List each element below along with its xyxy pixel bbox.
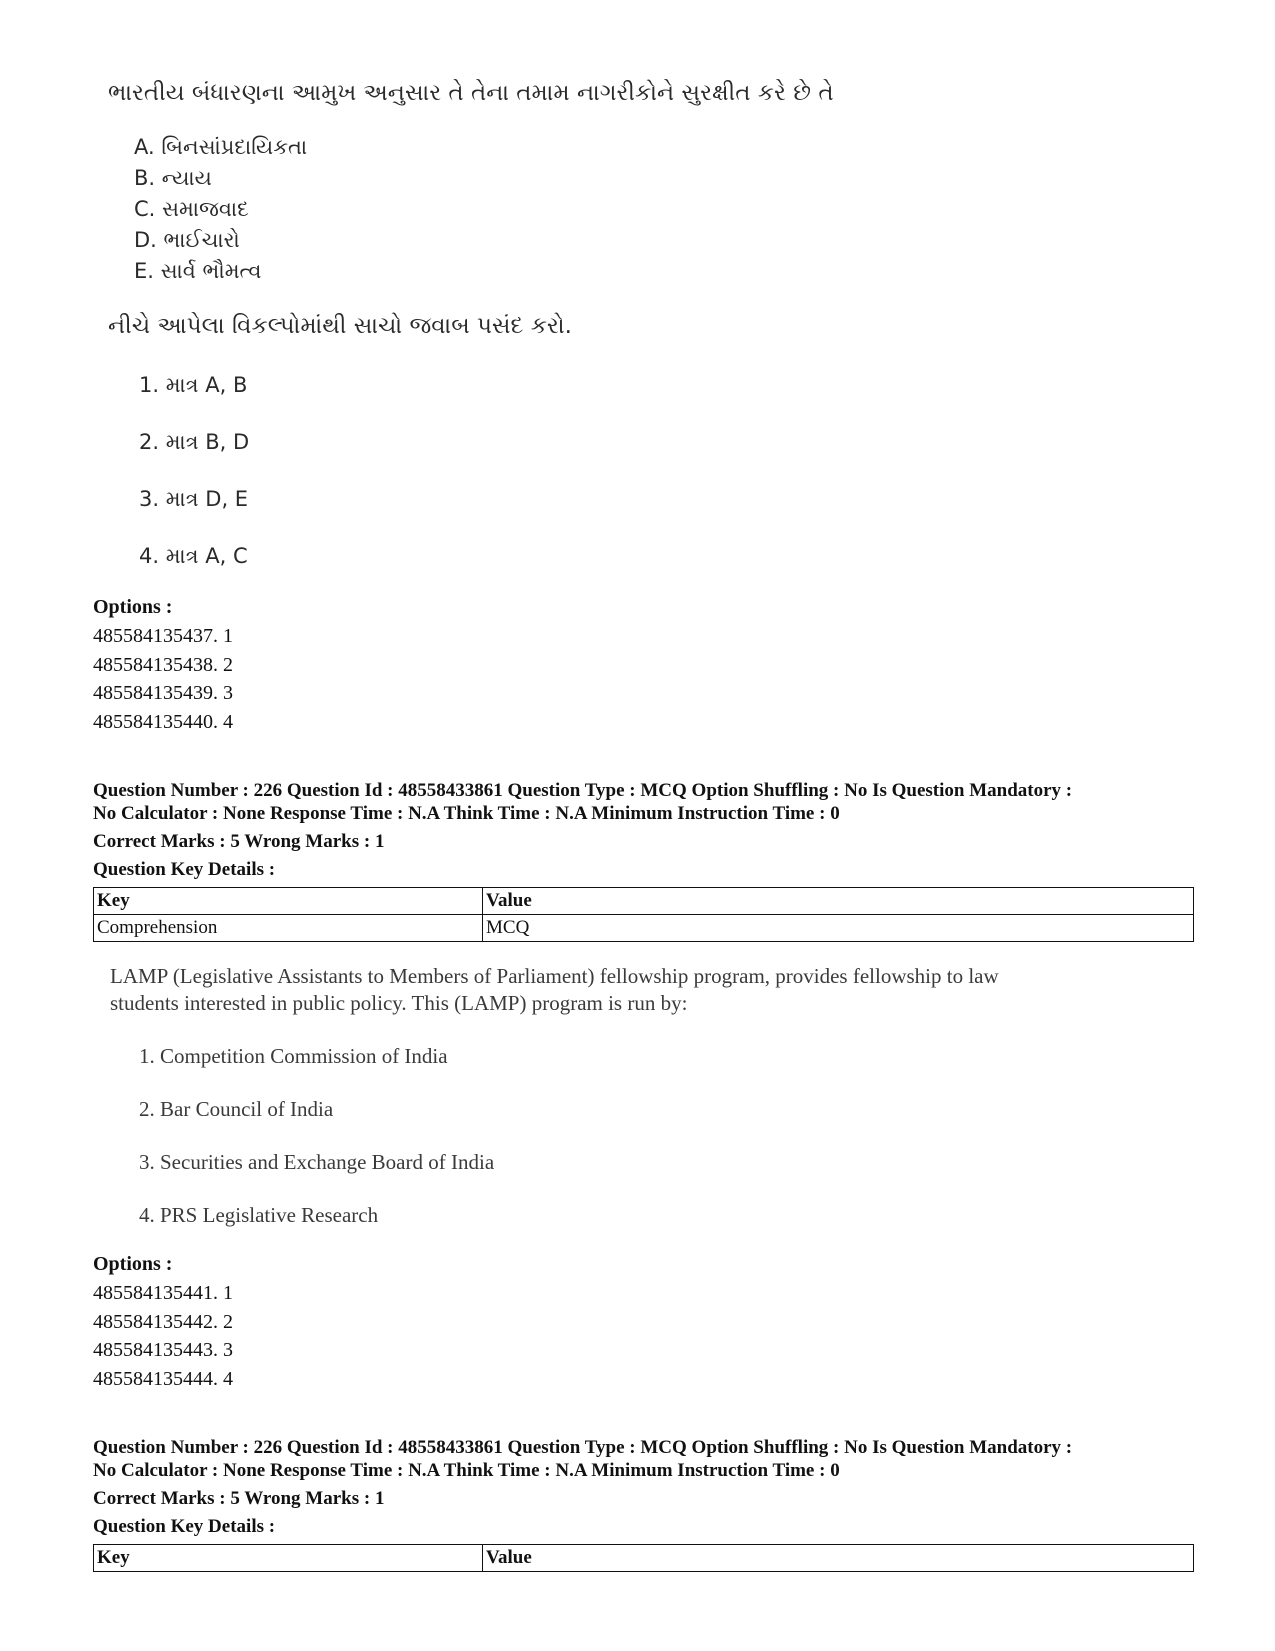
q2-key-details-label: Question Key Details : <box>93 859 276 880</box>
q3-key-table <box>93 1544 1194 1572</box>
q2-option: 485584135443. 3 <box>93 1339 233 1361</box>
q1-statement-b: B. ન્યાય <box>134 166 212 190</box>
q1-statement-c: C. સમાજવાદ <box>134 197 249 221</box>
table-row <box>94 915 1194 942</box>
q1-option: 485584135440. 4 <box>93 710 233 733</box>
q2-options-label: Options : <box>93 1253 173 1275</box>
q2-meta-line1: Question Number : 226 Question Id : 48558433861 Question Type : MCQ Option Shuffling : No Is Question Mandatory : <box>93 780 1073 801</box>
q3-meta-line1: Question Number : 226 Question Id : 48558433861 Question Type : MCQ Option Shuffling : No Is Question Mandatory : <box>93 1437 1073 1458</box>
q2-choice-3: 3. Securities and Exchange Board of India <box>139 1150 495 1174</box>
q1-option: 485584135438. 2 <box>93 653 233 676</box>
q1-choice-4: 4. માત્ર A, C <box>139 544 248 568</box>
q2-option: 485584135442. 2 <box>93 1310 233 1333</box>
q2-option: 485584135441. 1 <box>93 1282 233 1304</box>
q2-choice-1: 1. Competition Commission of India <box>139 1044 448 1068</box>
table-header-key: Key <box>94 1545 483 1572</box>
table-cell-key: Comprehension <box>94 915 483 942</box>
q1-stem: ભારતીય બંધારણના આમુખ અનુસાર તે તેના તમામ નાગરીકોને સુરક્ષીત કરે છે તે <box>108 80 834 106</box>
q2-choice-4: 4. PRS Legislative Research <box>139 1203 379 1227</box>
q1-instruction: નીચે આપેલા વિકલ્પોમાંથી સાચો જવાબ પસંદ કરો. <box>108 313 572 339</box>
q1-choice-1: 1. માત્ર A, B <box>139 373 248 397</box>
q2-key-table <box>93 887 1194 942</box>
q1-option: 485584135437. 1 <box>93 625 233 647</box>
q2-option: 485584135444. 4 <box>93 1367 233 1390</box>
q1-statement-d: D. ભાઈચારો <box>134 228 240 252</box>
table-header-value: Value <box>483 888 1194 915</box>
q3-meta-line2: No Calculator : None Response Time : N.A Think Time : N.A Minimum Instruction Time : 0 <box>93 1460 840 1481</box>
q3-marks: Correct Marks : 5 Wrong Marks : 1 <box>93 1488 385 1509</box>
q1-options-list <box>93 622 233 736</box>
q1-choice-2: 2. માત્ર B, D <box>139 430 250 454</box>
q2-marks: Correct Marks : 5 Wrong Marks : 1 <box>93 831 385 852</box>
q1-statement-e: E. સાર્વ ભૌમત્વ <box>134 259 262 283</box>
q2-choice-2: 2. Bar Council of India <box>139 1097 334 1121</box>
table-cell-value: MCQ <box>483 915 1194 942</box>
q2-stem-line1: LAMP (Legislative Assistants to Members of Parliament) fellowship program, provides fellowship to law <box>110 964 999 988</box>
q1-statement-a: A. બિનસાંપ્રદાયિકતા <box>134 135 308 159</box>
table-header-row <box>94 1545 1194 1572</box>
q1-options-label: Options : <box>93 596 173 618</box>
q1-choice-3: 3. માત્ર D, E <box>139 487 249 511</box>
q2-meta-line2: No Calculator : None Response Time : N.A Think Time : N.A Minimum Instruction Time : 0 <box>93 803 840 824</box>
q3-key-details-label: Question Key Details : <box>93 1516 276 1537</box>
table-header-row <box>94 888 1194 915</box>
q2-stem-line2: students interested in public policy. This (LAMP) program is run by: <box>110 991 688 1015</box>
q2-options-list <box>93 1279 233 1393</box>
table-header-value: Value <box>483 1545 1194 1572</box>
table-header-key: Key <box>94 888 483 915</box>
q1-option: 485584135439. 3 <box>93 682 233 704</box>
